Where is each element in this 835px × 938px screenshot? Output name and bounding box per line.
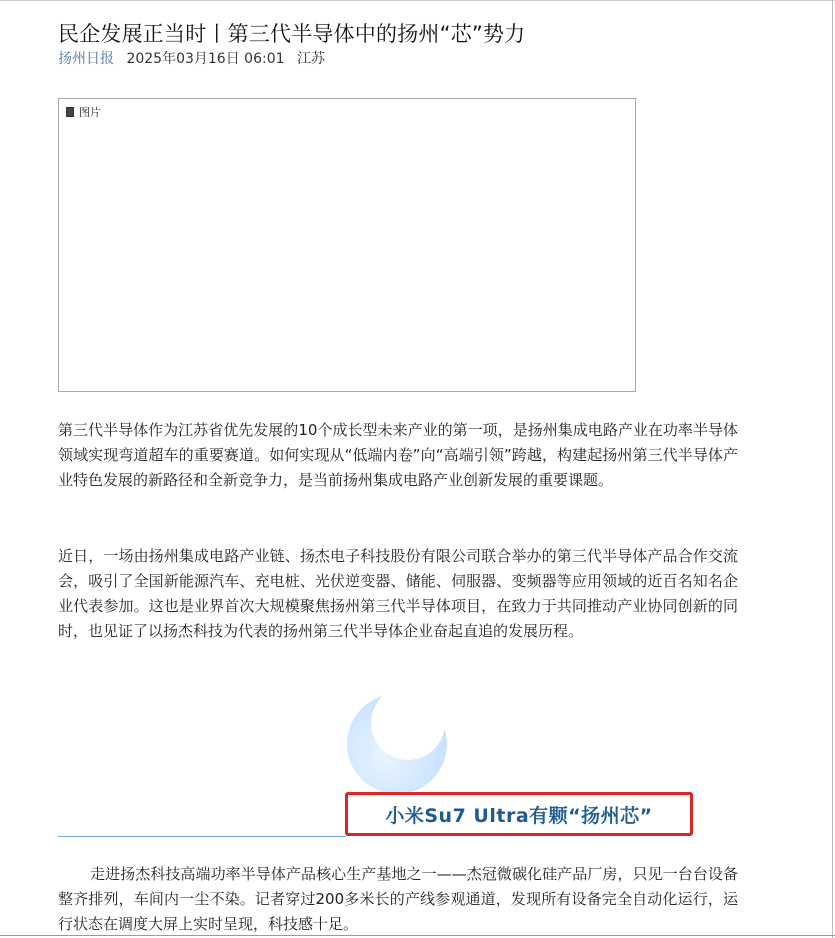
article-image[interactable] <box>58 98 636 392</box>
paragraph-3: 走进扬杰科技高端功率半导体产品核心生产基地之一——杰冠微碳化硅产品厂房，只见一台台设备整齐排列，车间内一尘不染。记者穿过200多米长的产线参观通道，发现所有设备完全自动化运行，运行状态在调度大屏上实时呈现，科技感十足。 <box>58 865 738 933</box>
moon-decoration-cutout <box>371 686 445 760</box>
publish-time: 2025年03月16日 06:01 <box>126 51 285 67</box>
broken-image-icon <box>66 107 74 117</box>
paragraph-2: 近日，一场由扬州集成电路产业链、扬杰电子科技股份有限公司联合举办的第三代半导体产品合作交流会，吸引了全国新能源汽车、充电桩、光伏逆变器、储能、伺服器、变频器等应用领域的近百名知名企业代表参加。这也是业界首次大规模聚焦扬州第三代半导体项目，在致力于共同推动产业协同创新的同时，也见证了以扬杰科技为代表的扬州第三代半导体企业奋起直追的发展历程。 <box>58 547 738 640</box>
region-label: 江苏 <box>296 51 325 67</box>
top-border <box>0 0 835 1</box>
scrollbar-edge <box>832 0 833 938</box>
section-heading: 小米Su7 Ultra有颗“扬州芯” <box>385 804 653 827</box>
article-title: 民企发展正当时丨第三代半导体中的扬州“芯”势力 <box>58 22 526 47</box>
paragraph-1: 第三代半导体作为江苏省优先发展的10个成长型未来产业的第一项，是扬州集成电路产业在功率半导体领域实现弯道超车的重要赛道。如何实现从“低端内卷”向“高端引领”跨越，构建起扬州第三代半导体产业特色发展的新路径和全新竞争力，是当前扬州集成电路产业创新发展的重要课题。 <box>58 421 738 489</box>
image-alt-text: 图片 <box>79 106 101 119</box>
article-meta <box>58 48 325 68</box>
section-heading-box <box>345 792 693 836</box>
broken-image-placeholder <box>66 104 101 120</box>
source-link[interactable]: 扬州日报 <box>58 51 114 67</box>
section-divider <box>58 836 346 837</box>
